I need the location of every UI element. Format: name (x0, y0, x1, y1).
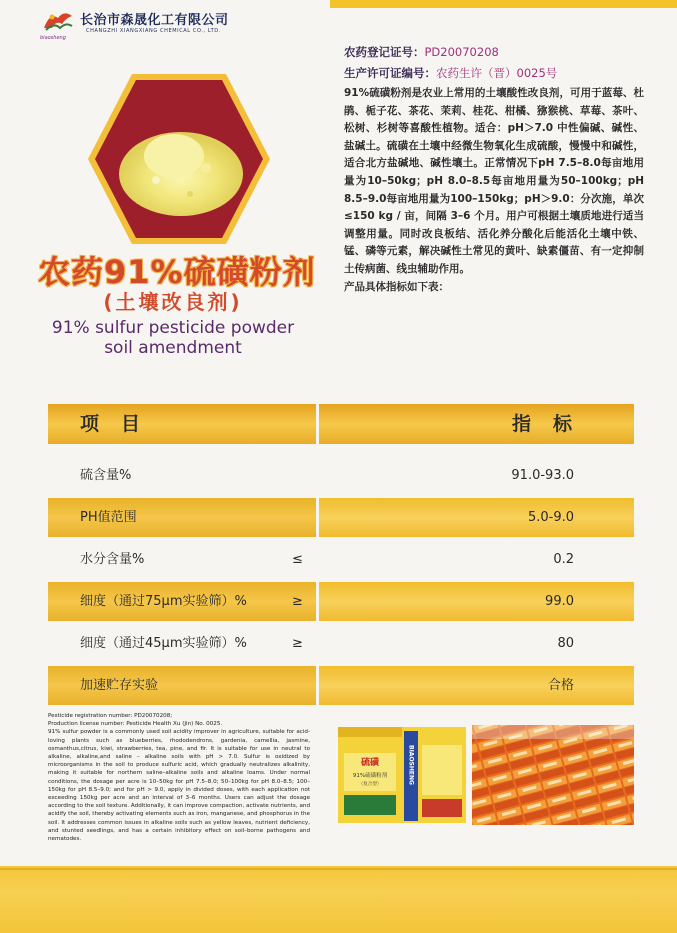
row-label: 加速贮存实验 (80, 678, 159, 693)
product-title-cn: 农药91%硫磺粉剂 (38, 253, 316, 291)
table-row (48, 582, 634, 621)
table-row (48, 498, 634, 537)
row-label: 硫含量% (80, 468, 132, 483)
product-description: 91%硫磺粉剂是农业上常用的土壤酸性改良剂，可用于蓝莓、杜鹃、栀子花、茶花、茉莉、桂花、柑橘、猕猴桃、草莓、茶叶、松树、杉树等喜酸性植物。适合：pH＞7.0 中性偏碱、碱性、盐碱土。硫磺在土壤中经微生物氧化生成硫酸，慢慢中和碱性，适合北方盐碱地、碱性壤土。正常情况下pH 7.5–8.0每亩地用量为10–50kg；pH 8.0–8.5每亩地用量为50–100kg；pH 8.5–9.0每亩地用量为100–150kg；pH＞9.0：分次施，单次≤150 kg / 亩，间隔 3–6 个月。用户可根据土壤质地进行适当调整用量。同时改良板结、活化养分酸化后能活化土壤中铁、锰、磷等元素，解决碱性土常见的黄叶、缺素僵苗、有一定抑制土传病菌、线虫辅助作用。 (344, 87, 644, 275)
company-logo-icon (40, 8, 76, 36)
top-accent-bar (330, 0, 677, 8)
license-value: 农药生许（晋）0025号 (436, 65, 558, 80)
company-name-en: CHANGZHI XIANGXIANG CHEMICAL CO., LTD. (86, 28, 221, 34)
english-registration: Pesticide registration number: PD20070208; (48, 713, 173, 719)
product-title-en (28, 318, 318, 358)
spec-table (48, 404, 634, 705)
english-description (48, 712, 310, 843)
bag-brand: BIAOSHENG (407, 745, 415, 785)
row-operator: ≥ (292, 594, 303, 609)
table-header (48, 404, 634, 444)
row-operator: ≤ (292, 552, 303, 567)
bag-spec: （复合型） (358, 782, 382, 787)
row-value: 80 (557, 636, 574, 651)
english-license: Production license number: Pesticide Health Xu (Jin) No. 0025. (48, 721, 223, 728)
header-value: 指标 (511, 413, 594, 435)
row-label: PH值范围 (80, 510, 137, 525)
row-label: 细度（通过75μm实验筛）% (80, 594, 247, 609)
registration-value: PD20070208 (424, 45, 499, 59)
spec-note: 产品具体指标如下表： (344, 280, 449, 293)
table-row (48, 624, 634, 663)
row-value: 合格 (547, 678, 574, 693)
stacked-bags-photo (472, 725, 634, 825)
product-bag-icon (400, 725, 468, 825)
product-info (344, 44, 644, 296)
bag-product: 91%硫磺粉剂 (352, 773, 388, 779)
row-value: 0.2 (553, 552, 574, 567)
table-row (48, 666, 634, 705)
english-body: 91% sulfur powder is a commonly used soil acidity improver in agriculture, suitable for acid-loving plants such as blueberries, rhododendrons, gardenia, camellia, jasmine, osmanthus,citrus, kiwi, strawberries, tea, pine, and fir. It is suitable for use in neutral to alkaline, alkaline,and saline – alkaline soils with pH > 7.0. Sulfur is oxidized by microorganisms in the soil to produce sulfuric acid, which gradually neutralizes alkalinity, making it suitable for northern saline–alkaline soils and alkaline loams. Under normal conditions, the dosage per acre is 10–50kg for pH 7.5–8.0; 50–100kg for pH 8.0–8.5; 100–150kg for pH 8.5–9.0; and for pH > 9.0, apply in divided doses, with each application not exceeding 150kg per acre and an interval of 3–6 months. Users can adjust the dosage according to the soil texture. Additionally, it can improve compaction, activate nutrients, and acidify the soil, thereby activating elements such as iron, manganese, and phosphorus in the soil. It addresses common issues in alkaline soils such as yellow leaves, nutrient deficiency, and stunted seedlings, and has a certain inhibitory effect on soil–borne pathogens and nematodes. (48, 729, 310, 843)
row-label: 水分含量% (80, 552, 145, 567)
table-row (48, 456, 634, 495)
license-number (344, 65, 644, 83)
brand-name: biaosheng (40, 35, 66, 41)
product-title-en-line2: soil amendment (104, 338, 242, 358)
product-subtitle-cn: (土壤改良剂) (103, 290, 243, 314)
registration-label: 农药登记证号： (344, 45, 425, 59)
bottom-accent-band (0, 866, 677, 933)
company-name-cn: 长治市森晟化工有限公司 (80, 13, 229, 28)
row-value: 91.0-93.0 (511, 468, 574, 483)
row-operator: ≥ (292, 636, 303, 651)
row-value: 99.0 (545, 594, 574, 609)
product-bag-icon (336, 725, 404, 825)
product-title-en-line1: 91% sulfur pesticide powder (51, 318, 295, 338)
sulfur-powder-photo (86, 70, 272, 248)
row-value: 5.0-9.0 (527, 510, 574, 525)
row-label: 细度（通过45μm实验筛）% (80, 636, 247, 651)
table-row (48, 540, 634, 579)
registration-number (344, 44, 644, 62)
header-item: 项目 (80, 413, 163, 435)
bag-title: 硫磺 (360, 758, 380, 768)
license-label: 生产许可证编号： (344, 65, 436, 80)
